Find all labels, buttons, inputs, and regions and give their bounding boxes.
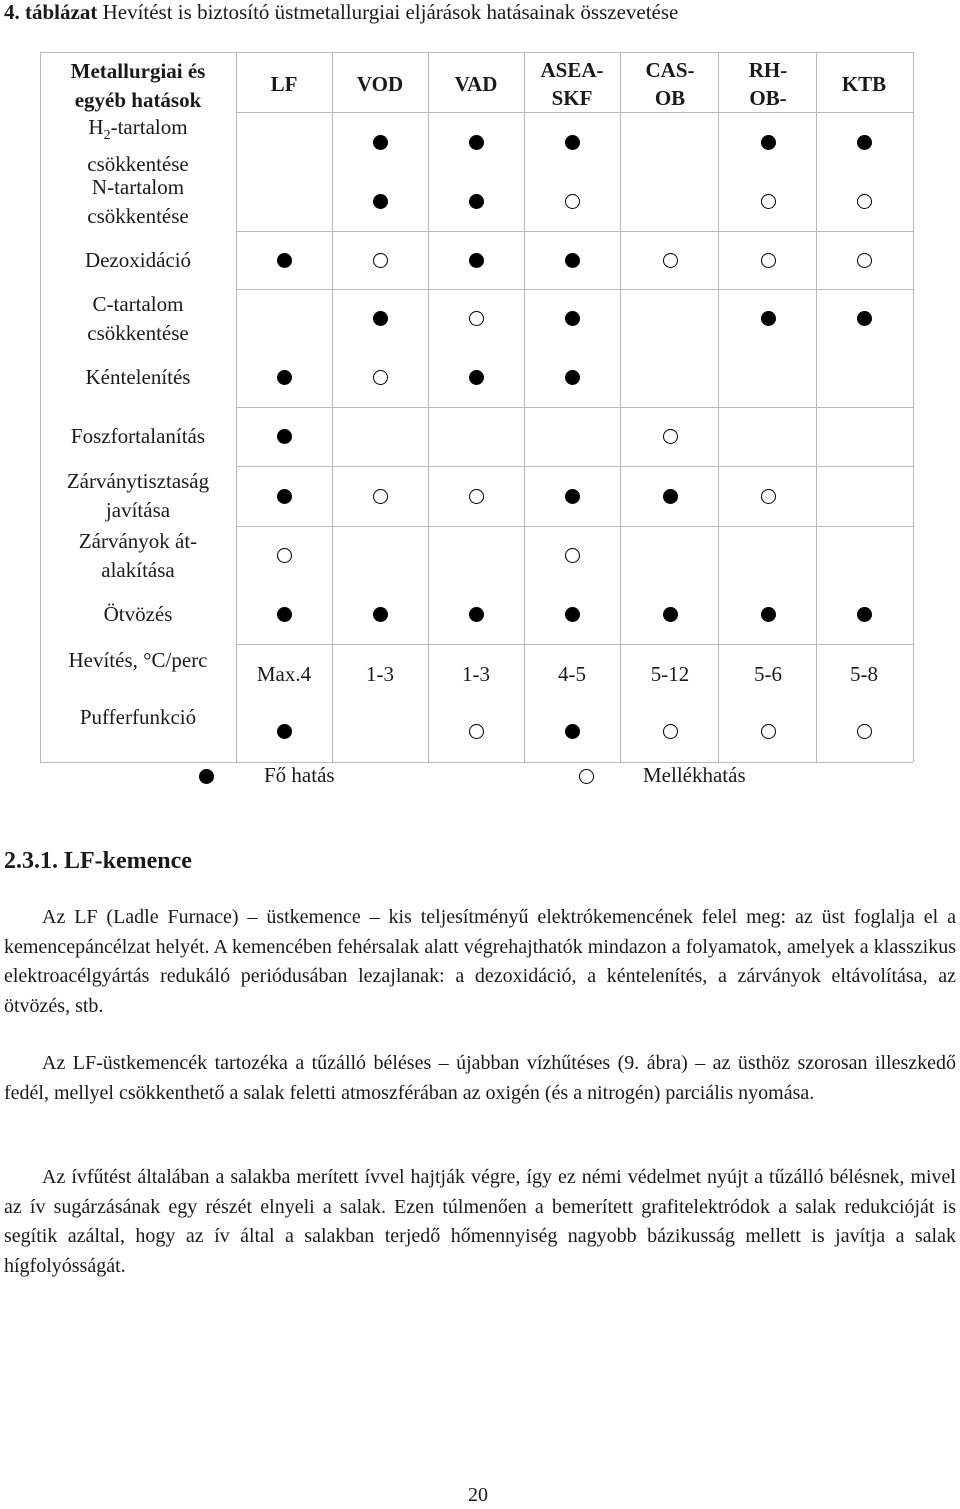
- side-effect-marker: [277, 548, 292, 563]
- side-effect-marker: [565, 548, 580, 563]
- main-effect-marker: [469, 194, 484, 209]
- row-label-line: C-tartalom: [92, 291, 184, 316]
- paragraph: Az LF (Ladle Furnace) – üstkemence – kis teljesítményű elektrókemencének felel meg: az üst foglalja el a kemencepáncélzat helyét. A kemencében fehérsalak alatt végrehajthatók mindazon a folyamatok, amelyek a klasszikus elektroacélgyártás redukáló periódusában lezajlanak: a dezoxidáció, a kéntelenítés, a zárványok eltávolítása, az ötvözés, stb.: [4, 906, 956, 1017]
- row-label-line: csökkentése: [87, 152, 189, 177]
- main-effect-marker: [663, 607, 678, 622]
- column-separator: [524, 52, 525, 762]
- column-header: [816, 70, 912, 98]
- row-separator: [236, 289, 913, 290]
- row-label-line: N-tartalom: [91, 174, 185, 199]
- main-effect-marker: [277, 607, 292, 622]
- column-header-line: VAD: [454, 72, 498, 96]
- column-header-line: ASEA-: [540, 58, 604, 82]
- row-separator: [236, 644, 913, 645]
- column-header-line: VOD: [356, 72, 404, 96]
- side-effect-marker: [469, 724, 484, 739]
- row-label: [40, 113, 236, 179]
- main-effect-marker: [373, 135, 388, 150]
- row-label-line: javítása: [105, 498, 171, 522]
- row-label-line: Ötvözés: [103, 602, 173, 626]
- side-effect-marker: [373, 370, 388, 385]
- row-label: [40, 600, 236, 629]
- side-effect-marker: [761, 253, 776, 268]
- column-header: [428, 70, 524, 98]
- side-effect-marker: [857, 253, 872, 268]
- heating-rate-value: 1-3: [462, 662, 490, 686]
- main-effect-marker: [373, 311, 388, 326]
- header-separator: [236, 112, 913, 113]
- page-number: 20: [468, 1484, 488, 1506]
- row-label-line: csökkentése: [87, 203, 189, 228]
- column-header-line: LF: [270, 72, 298, 96]
- main-effect-marker: [469, 135, 484, 150]
- legend-side-label: Mellékhatás: [643, 763, 746, 787]
- heating-rate-value: 1-3: [366, 662, 394, 686]
- main-effect-marker: [469, 370, 484, 385]
- side-effect-marker: [373, 489, 388, 504]
- main-effect-marker: [857, 135, 872, 150]
- main-effect-marker: [857, 607, 872, 622]
- legend-main-marker: [199, 769, 214, 784]
- column-header-line: RH-: [748, 58, 788, 82]
- row-separator: [236, 231, 913, 232]
- row-label-line: $H_2$-tartalom: [88, 115, 188, 144]
- heating-rate-value: 5-8: [850, 662, 878, 686]
- main-effect-marker: [565, 370, 580, 385]
- column-header: [524, 56, 620, 112]
- main-effect-marker: [565, 489, 580, 504]
- column-header: [622, 56, 718, 112]
- row-separator: [236, 526, 913, 527]
- row-label: [40, 363, 236, 392]
- column-header-line: OB-: [749, 86, 787, 110]
- main-effect-marker: [565, 607, 580, 622]
- main-effect-marker: [277, 253, 292, 268]
- main-effect-marker: [565, 253, 580, 268]
- main-effect-marker: [857, 311, 872, 326]
- main-effect-marker: [663, 489, 678, 504]
- table-border-bottom: [40, 762, 913, 763]
- row-label-line: Zárványok át-: [78, 528, 198, 553]
- corner-label: [40, 57, 236, 115]
- legend-side-marker: [579, 769, 594, 784]
- column-header-line: KTB: [841, 72, 887, 96]
- main-effect-marker: [565, 724, 580, 739]
- column-header-line: SKF: [551, 86, 593, 110]
- main-effect-marker: [565, 135, 580, 150]
- heating-rate-value: 5-12: [650, 662, 690, 686]
- table-border-top: [40, 52, 913, 53]
- side-effect-marker: [761, 724, 776, 739]
- table-border-right: [913, 52, 914, 762]
- column-separator: [620, 52, 621, 762]
- legend-main-label: Fő hatás: [264, 763, 335, 787]
- side-effect-marker: [761, 489, 776, 504]
- row-label: [40, 173, 236, 231]
- row-label-line: Kéntelenítés: [85, 365, 191, 389]
- side-effect-marker: [565, 194, 580, 209]
- row-label-line: Zárványtisztaság: [66, 469, 210, 493]
- corner-label-line: Metallurgiai és: [70, 59, 206, 83]
- side-effect-marker: [469, 311, 484, 326]
- column-separator: [236, 52, 237, 762]
- main-effect-marker: [373, 194, 388, 209]
- column-header: [236, 70, 332, 98]
- side-effect-marker: [663, 253, 678, 268]
- main-effect-marker: [277, 370, 292, 385]
- paragraph: Az ívfűtést általában a salakba merített ívvel hajtják végre, így ez némi védelmet nyújt a tűzálló bélésnek, mivel az ív sugárzásának egy részét elnyeli a salak. Ezen túlmenően a bemerített grafitelektródok a salak redukcióját is segítik azáltal, hogy az ív által a salakban terjedő hőmennyiség nagyobb bázikusság mellett is javítja a salak hígfolyósságát.: [4, 1166, 956, 1277]
- row-label: [40, 246, 236, 275]
- row-label: [40, 422, 236, 451]
- main-effect-marker: [761, 607, 776, 622]
- side-effect-marker: [373, 253, 388, 268]
- side-effect-marker: [857, 194, 872, 209]
- main-effect-marker: [761, 311, 776, 326]
- column-header: [720, 56, 816, 112]
- corner-label-line: egyéb hatások: [74, 88, 202, 112]
- row-label: [40, 290, 236, 348]
- column-header-line: OB: [654, 86, 686, 110]
- side-effect-marker: [761, 194, 776, 209]
- row-label-line: alakítása: [101, 557, 175, 582]
- main-effect-marker: [373, 607, 388, 622]
- main-effect-marker: [565, 311, 580, 326]
- row-label: [40, 467, 236, 525]
- main-effect-marker: [469, 607, 484, 622]
- row-label-line: Foszfortalanítás: [70, 424, 206, 448]
- main-effect-marker: [277, 724, 292, 739]
- side-effect-marker: [857, 724, 872, 739]
- section-heading: 2.3.1. LF-kemence: [4, 848, 192, 874]
- main-effect-marker: [277, 489, 292, 504]
- column-separator: [332, 52, 333, 762]
- row-label: [40, 527, 236, 585]
- row-separator: [236, 466, 913, 467]
- heating-rate-value: 4-5: [558, 662, 586, 686]
- main-effect-marker: [277, 429, 292, 444]
- paragraph: Az LF-üstkemencék tartozéka a tűzálló béléses – újabban vízhűtéses (9. ábra) – az üsthöz szorosan illeszkedő fedél, mellyel csökkenthető a salak feletti atmoszférában az oxigén (és a nitrogén) parciális nyomása.: [4, 1052, 956, 1104]
- column-separator: [718, 52, 719, 762]
- heating-rate-value: Max.4: [256, 662, 312, 686]
- row-separator: [236, 407, 913, 408]
- main-effect-marker: [761, 135, 776, 150]
- row-label-line: csökkentése: [87, 320, 189, 345]
- column-separator: [816, 52, 817, 762]
- row-label-buffer: Pufferfunkció: [79, 705, 197, 729]
- side-effect-marker: [663, 724, 678, 739]
- side-effect-marker: [469, 489, 484, 504]
- side-effect-marker: [663, 429, 678, 444]
- heating-rate-value: 5-6: [754, 662, 782, 686]
- row-label-line: Dezoxidáció: [84, 247, 192, 272]
- column-header-line: CAS-: [645, 58, 695, 82]
- main-effect-marker: [469, 253, 484, 268]
- column-header: [332, 70, 428, 98]
- row-label-heating: Hevítés, °C/perc: [68, 648, 208, 672]
- table-caption: 4. táblázat Hevítést is biztosító üstmetallurgiai eljárások hatásainak összevetése: [4, 0, 679, 24]
- column-separator: [428, 52, 429, 762]
